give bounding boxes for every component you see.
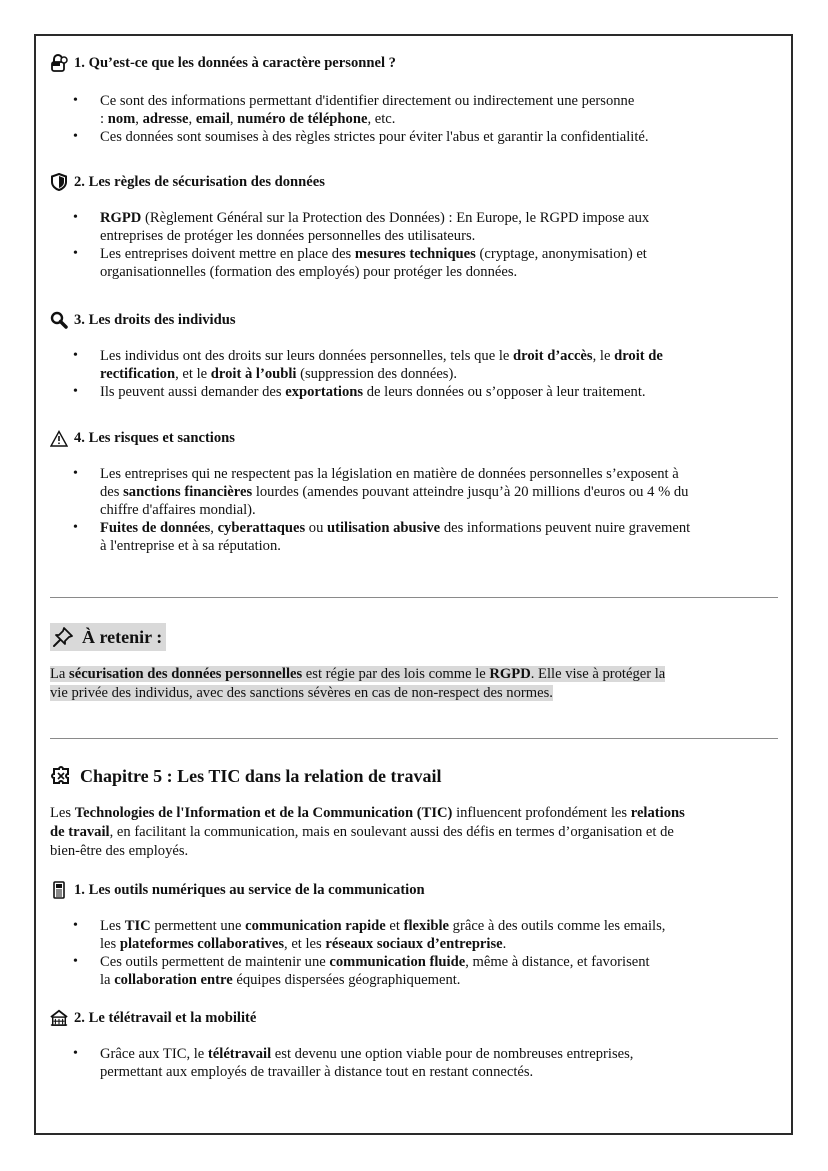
list-item: • Ces données sont soumises à des règles strictes pour éviter l'abus et garantir la confidentialité. — [50, 128, 649, 146]
pushpin-icon — [52, 626, 74, 648]
list-item: • Ils peuvent aussi demander des exportations de leurs données ou s’opposer à leur traitement. — [50, 383, 663, 401]
chapter-5-sub-2-list — [50, 1045, 685, 1081]
chapter-5-sub-1-list — [50, 917, 685, 989]
house-icon — [50, 1009, 68, 1027]
section-1-list — [50, 92, 649, 146]
section-4-heading — [50, 429, 690, 447]
section-4-title: 4. Les risques et sanctions — [74, 430, 235, 446]
chapter-5-sub-1-title: 1. Les outils numériques au service de la communication — [74, 882, 425, 898]
retenir-heading — [50, 623, 166, 651]
list-item: • Ces outils permettent de maintenir une communication fluide, même à distance, et favorisent la collaboration entre équipes dispersées géographiquement. — [50, 953, 685, 989]
chapter-5-sub-2-title: 2. Le télétravail et la mobilité — [74, 1010, 257, 1026]
list-item: • Les TIC permettent une communication rapide et flexible grâce à des outils comme les emails, les plateformes collaboratives, et les réseaux sociaux d’entreprise. — [50, 917, 685, 953]
list-item: • Les entreprises qui ne respectent pas la législation en matière de données personnelles s’exposent à des sanctions financières lourdes (amendes pouvant atteindre jusqu’à 20 millions d'euros ou 4 % du chiffre d'affaires mondial). — [50, 465, 690, 519]
section-3-title: 3. Les droits des individus — [74, 312, 236, 328]
chapter-5-intro: Les Technologies de l'Information et de la Communication (TIC) influencent profondément les relations de travail, en facilitant la communication, mais en soulevant aussi des défis en termes d’organisation et de bien-être des employés. — [50, 805, 685, 859]
list-item: • Fuites de données, cyberattaques ou utilisation abusive des informations peuvent nuire gravement à l'entreprise et à sa réputation. — [50, 519, 690, 555]
chapter-5-sub-1-heading — [50, 881, 685, 899]
list-item: • Grâce aux TIC, le télétravail est devenu une option viable pour de nombreuses entreprises, permettant aux employés de travailler à distance tout en restant connectés. — [50, 1045, 685, 1081]
retenir-text: La sécurisation des données personnelles est régie par des lois comme le RGPD. Elle vise à protéger la vie privée des individus, avec des sanctions sévères en cas de non-respect des normes. — [50, 666, 666, 701]
section-2-heading — [50, 173, 649, 191]
section-1-heading — [50, 54, 649, 72]
warning-icon — [50, 429, 68, 447]
section-1-title: 1. Qu’est-ce que les données à caractère personnel ? — [74, 55, 396, 71]
chapter-5-heading — [50, 764, 685, 788]
puzzle-icon — [50, 765, 72, 787]
list-item: • Les individus ont des droits sur leurs données personnelles, tels que le droit d’accès, le droit de rectification, et le droit à l’oubli (suppression des données). — [50, 347, 663, 383]
section-3 — [50, 311, 663, 401]
phone-icon — [50, 881, 68, 899]
section-4 — [50, 429, 690, 555]
section-2-list — [50, 209, 649, 281]
retenir-box — [50, 623, 665, 703]
section-1 — [50, 54, 649, 146]
chapter-5 — [50, 764, 685, 1081]
divider — [50, 597, 778, 598]
list-item: • Ce sont des informations permettant d'identifier directement ou indirectement une personne : nom, adresse, email, numéro de téléphone, etc. — [50, 92, 649, 128]
chapter-5-sub-2-heading — [50, 1009, 685, 1027]
list-item: • RGPD (Règlement Général sur la Protection des Données) : En Europe, le RGPD impose aux entreprises de protéger les données personnelles des utilisateurs. — [50, 209, 649, 245]
section-2-title: 2. Les règles de sécurisation des données — [74, 174, 325, 190]
section-3-heading — [50, 311, 663, 329]
shield-icon — [50, 173, 68, 191]
lock-key-icon — [50, 54, 68, 72]
magnifier-icon — [50, 311, 68, 329]
section-3-list — [50, 347, 663, 401]
list-item: • Les entreprises doivent mettre en place des mesures techniques (cryptage, anonymisation) et organisationnelles (formation des employés) pour protéger les données. — [50, 245, 649, 281]
section-4-list — [50, 465, 690, 555]
section-2 — [50, 173, 649, 281]
divider — [50, 738, 778, 739]
retenir-title: À retenir : — [82, 627, 163, 647]
chapter-5-title: Chapitre 5 : Les TIC dans la relation de travail — [80, 766, 442, 786]
